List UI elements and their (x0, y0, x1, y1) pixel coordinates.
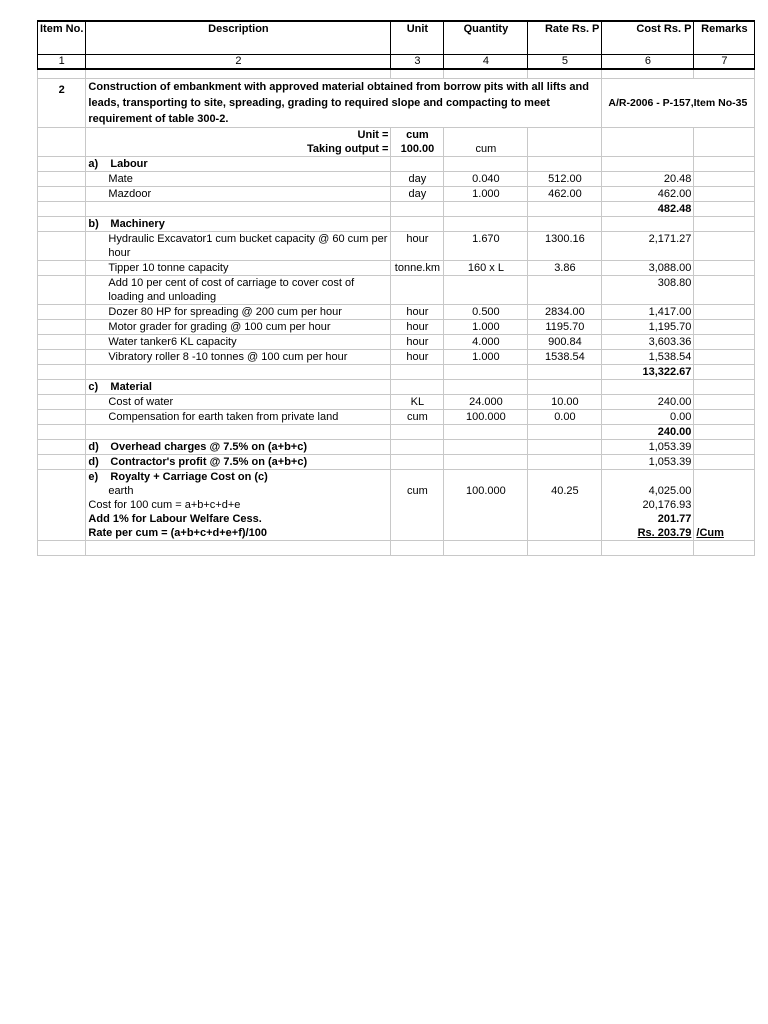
column-number-row (38, 55, 755, 70)
output-row (38, 142, 755, 157)
row-rate: 0.00 (528, 410, 602, 425)
row-cost: 20.48 (602, 172, 694, 187)
item-description-text: Construction of embankment with approved material obtained from borrow pits with all lifts and leads, transporting to site, spreading, grading to required slope and compacting to meet requirement of table 300-2. (88, 81, 589, 125)
header-rate: Rate Rs. P (528, 21, 602, 55)
row-desc: Add 10 per cent of cost of carriage to cover cost of loading and unloading (86, 276, 391, 305)
row-rate: 40.25 (528, 484, 602, 498)
section-title: Labour (110, 158, 148, 170)
row-unit: cum (391, 410, 444, 425)
row-rate: 512.00 (528, 172, 602, 187)
cess-row (38, 512, 755, 526)
section-letter: d) (88, 456, 99, 468)
cost100-label: Cost for 100 cum = a+b+c+d+e (86, 498, 391, 512)
table-row (38, 395, 755, 410)
row-qty: 24.000 (444, 395, 528, 410)
section-letter: d) (88, 441, 99, 453)
section-labour-heading (38, 157, 755, 172)
row-rate: 1300.16 (528, 232, 602, 261)
col-number: 3 (391, 55, 444, 70)
row-unit: tonne.km (391, 261, 444, 276)
section-letter: e) (88, 471, 99, 483)
profit-row (38, 455, 755, 470)
section-letter: a) (88, 158, 99, 170)
row-cost: 462.00 (602, 187, 694, 202)
row-desc: Tipper 10 tonne capacity (86, 261, 391, 276)
item-description (86, 79, 602, 128)
section-title: Material (110, 381, 152, 393)
unit-value: cum (391, 128, 444, 143)
labour-total: 482.48 (602, 202, 694, 217)
row-desc: Vibratory roller 8 -10 tonnes @ 100 cum per hour (86, 350, 391, 365)
item-row (38, 79, 755, 128)
section-letter: c) (88, 381, 99, 393)
row-rate: 2834.00 (528, 305, 602, 320)
item-number: 2 (38, 79, 86, 128)
row-cost: 1,417.00 (602, 305, 694, 320)
row-rate: 3.86 (528, 261, 602, 276)
section-letter: b) (88, 218, 99, 230)
row-desc: Dozer 80 HP for spreading @ 200 cum per hour (86, 305, 391, 320)
row-qty: 4.000 (444, 335, 528, 350)
row-desc: Compensation for earth taken from private land (86, 410, 391, 425)
row-unit: hour (391, 350, 444, 365)
table-row (38, 261, 755, 276)
output-unit: cum (444, 142, 528, 157)
cess-value: 201.77 (602, 512, 694, 526)
spacer-row (38, 69, 755, 79)
output-value: 100.00 (391, 142, 444, 157)
row-qty: 160 x L (444, 261, 528, 276)
row-qty: 0.040 (444, 172, 528, 187)
col-number: 4 (444, 55, 528, 70)
row-unit: hour (391, 305, 444, 320)
row-desc: Mazdoor (86, 187, 391, 202)
table-row (38, 187, 755, 202)
row-qty: 1.670 (444, 232, 528, 261)
rate-analysis-table (37, 20, 755, 556)
table-row (38, 276, 755, 305)
row-qty: 1.000 (444, 350, 528, 365)
row-unit: day (391, 172, 444, 187)
table-row (38, 484, 755, 498)
table-row (38, 410, 755, 425)
section-total-row (38, 425, 755, 440)
row-rate: 1195.70 (528, 320, 602, 335)
rate-value: Rs. 203.79 (602, 526, 694, 541)
row-rate: 900.84 (528, 335, 602, 350)
header-cost: Cost Rs. P (602, 21, 694, 55)
row-unit: KL (391, 395, 444, 410)
cess-label: Add 1% for Labour Welfare Cess. (86, 512, 391, 526)
row-rate: 462.00 (528, 187, 602, 202)
row-qty: 100.000 (444, 410, 528, 425)
overhead-cost: 1,053.39 (602, 440, 694, 455)
row-cost: 308.80 (602, 276, 694, 305)
row-rate: 1538.54 (528, 350, 602, 365)
overhead-label: Overhead charges @ 7.5% on (a+b+c) (110, 441, 307, 453)
unit-label: Unit = (86, 128, 391, 143)
row-desc: Water tanker6 KL capacity (86, 335, 391, 350)
row-rate: 10.00 (528, 395, 602, 410)
material-total: 240.00 (602, 425, 694, 440)
cost100-row (38, 498, 755, 512)
row-qty: 0.500 (444, 305, 528, 320)
row-cost: 4,025.00 (602, 484, 694, 498)
col-number: 7 (694, 55, 755, 70)
table-row (38, 350, 755, 365)
header-quantity: Quantity (444, 21, 528, 55)
table-row (38, 320, 755, 335)
row-cost: 3,603.36 (602, 335, 694, 350)
rate-row (38, 526, 755, 541)
overhead-row (38, 440, 755, 455)
header-row (38, 21, 755, 55)
profit-label: Contractor's profit @ 7.5% on (a+b+c) (110, 456, 308, 468)
header-remarks: Remarks (694, 21, 755, 55)
output-label: Taking output = (86, 142, 391, 157)
header-description: Description (86, 21, 391, 55)
royalty-label: Royalty + Carriage Cost on (c) (110, 471, 268, 483)
section-machinery-heading (38, 217, 755, 232)
row-desc: Cost of water (86, 395, 391, 410)
section-title: Machinery (110, 218, 165, 230)
row-unit: hour (391, 335, 444, 350)
row-cost: 240.00 (602, 395, 694, 410)
row-desc: Hydraulic Excavator1 cum bucket capacity @ 60 cum per hour (86, 232, 391, 261)
header-item-no: Item No. (38, 21, 86, 55)
col-number: 5 (528, 55, 602, 70)
row-desc: earth (86, 484, 391, 498)
profit-cost: 1,053.39 (602, 455, 694, 470)
table-row (38, 172, 755, 187)
machinery-total: 13,322.67 (602, 365, 694, 380)
row-unit: cum (391, 484, 444, 498)
col-number: 2 (86, 55, 391, 70)
row-desc: Motor grader for grading @ 100 cum per hour (86, 320, 391, 335)
row-qty: 1.000 (444, 320, 528, 335)
table-row (38, 335, 755, 350)
spacer-row (38, 541, 755, 556)
row-cost: 3,088.00 (602, 261, 694, 276)
item-remarks: A/R-2006 - P-157,Item No-35 (602, 79, 755, 128)
section-total-row (38, 365, 755, 380)
table-row (38, 305, 755, 320)
row-unit: hour (391, 320, 444, 335)
header-unit: Unit (391, 21, 444, 55)
row-cost: 0.00 (602, 410, 694, 425)
rate-label: Rate per cum = (a+b+c+d+e+f)/100 (86, 526, 391, 541)
row-unit: hour (391, 232, 444, 261)
section-total-row (38, 202, 755, 217)
unit-row (38, 128, 755, 143)
row-cost: 1,195.70 (602, 320, 694, 335)
row-desc: Mate (86, 172, 391, 187)
rate-unit: /Cum (694, 526, 755, 541)
cost100-value: 20,176.93 (602, 498, 694, 512)
row-unit: day (391, 187, 444, 202)
row-cost: 1,538.54 (602, 350, 694, 365)
row-qty: 100.000 (444, 484, 528, 498)
royalty-heading (38, 470, 755, 485)
col-number: 6 (602, 55, 694, 70)
table-row (38, 232, 755, 261)
section-material-heading (38, 380, 755, 395)
row-qty: 1.000 (444, 187, 528, 202)
col-number: 1 (38, 55, 86, 70)
row-cost: 2,171.27 (602, 232, 694, 261)
